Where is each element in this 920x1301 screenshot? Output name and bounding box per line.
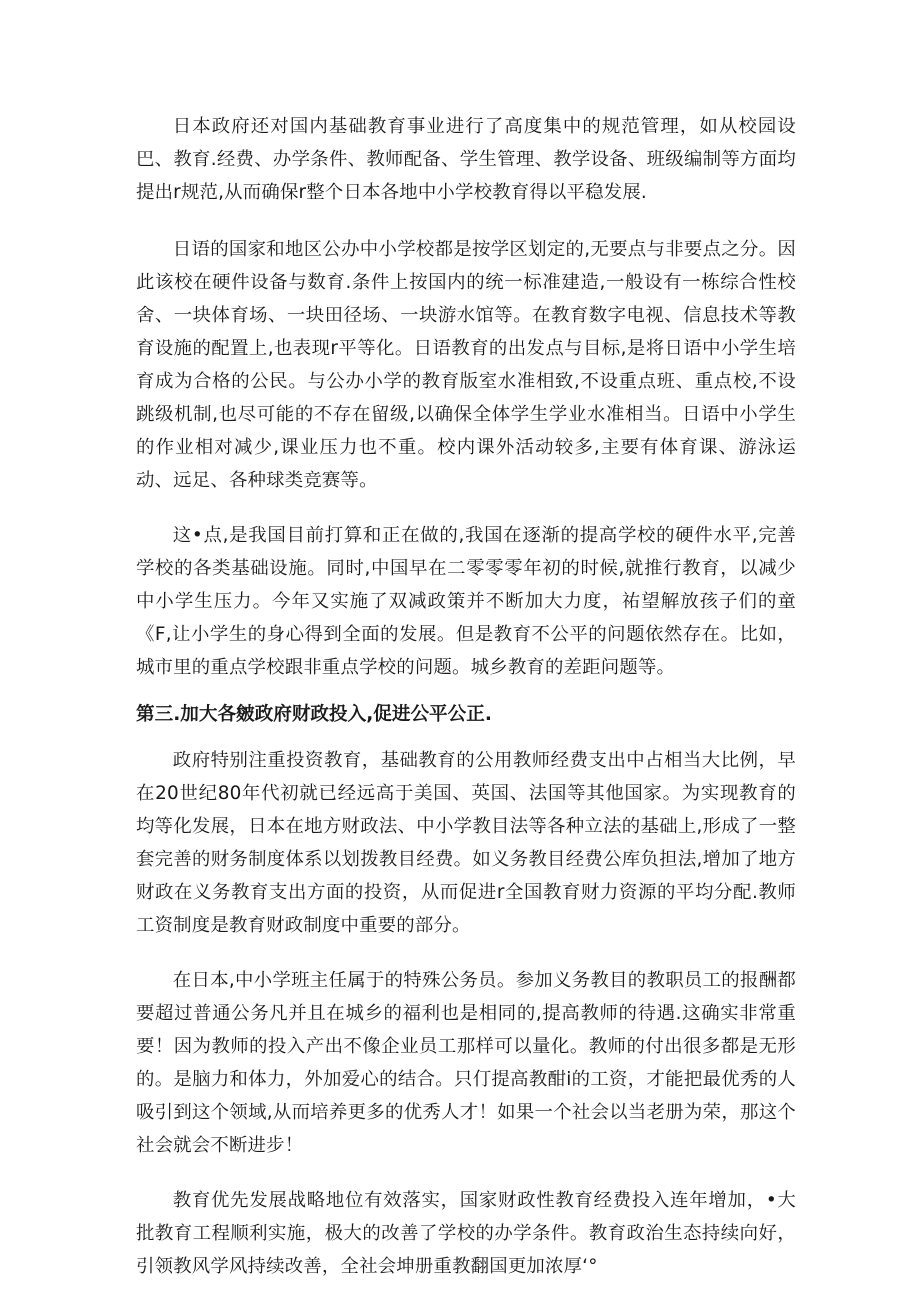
paragraph-school-district: 日语的国家和地区公办中小学校都是按学区划定的,无要点与非要点之分。因此该校在硬件设备与数育.条件上按国内的统一标准建造,一般设有一栋综合性校舍、一块体育场、一块田径场、一块游水馆等。在教育数字电视、信息技术等教育设施的配置上,也表现r平等化。日语教育的出发点与目标,是将日语中小学生培育成为合格的公民。与公办小学的教育版室水准相致,不设重点班、重点校,不设跳级机制,也尽可能的不存在留级,以确保全体学生学业水准相当。日语中小学生的作业相对减少,课业压力也不重。校内课外活动较多,主要有体育课、游泳运动、远足、各种球类竞赛等。 bbox=[136, 239, 796, 491]
paragraph-school-management: 日本政府还对国内基础教育事业进行了高度集中的规范管理，如从校园设巴、教育.经费、办学条件、教师配备、学生管理、教学设备、班级编制等方面均提出r规范,从而确保r整个日本各地中小学校教育得以平稳发展. bbox=[136, 116, 796, 203]
document-page bbox=[136, 110, 796, 1283]
paragraph-teacher-salary: 在日本,中小学班主任属于的特殊公务员。参加义务教目的教职员工的报酬都要超过普通公务凡并且在城乡的福利也是相同的,提高教师的待遇.这确实非常重要！因为教师的投入产出不像企业员工那样可以量化。教师的付出很多都是无形的。是脑力和体力，外加爱心的结合。只仃提高教酣i的工资，才能把最优秀的人吸引到这个领域,从而培养更多的优秀人才！如果一个社会以当老册为荣，那这个社会就会不断进步！ bbox=[136, 970, 796, 1156]
paragraph-china-comparison: 这•点,是我国目前打算和正在做的,我国在逐渐的提高学校的硬件水平,完善学校的各类基础设施。同时,中国早在二零零零年初的时候,就推行教育，以减少中小学生压力。今年又实施了双减政策并不断加大力度，祐望解放孩子们的童《F,让小学生的身心得到全面的发展。但是教育不公平的问题依然存在。比如，城市里的重点学校跟非重点学校的问题。城乡教育的差距问题等。 bbox=[136, 525, 796, 678]
paragraph-education-investment: 政府特别注重投资教育，基础教育的公用教师经费支出中占相当大比例，早在20世纪80年代初就已经远高于美国、英国、法国等其他国家。为实现教育的均等化发展，日本在地方财政法、中小学教目法等各种立法的基础上,形成了一整套完善的财务制度体系以划拨教目经费。如义务教目经费公库负担法,增加了地方财政在义务教育支出方面的投资，从而促进r全国教育财力资源的平均分配.教师工资制度是教育财政制度中重要的部分。 bbox=[136, 750, 796, 936]
section-heading-finance: 第三.加大各皴政府财政投入,促进公平公正. bbox=[136, 704, 492, 725]
paragraph-education-priority: 教育优先发展战略地位有效落实，国家财政性教育经费投入连年增加，•大批教育工程顺利实施，极大的改善了学校的办学条件。教育政治生态持续向好，引领教风学风持续改善，全社会坤册重教翻国更加浓厚‘° bbox=[136, 1190, 796, 1277]
